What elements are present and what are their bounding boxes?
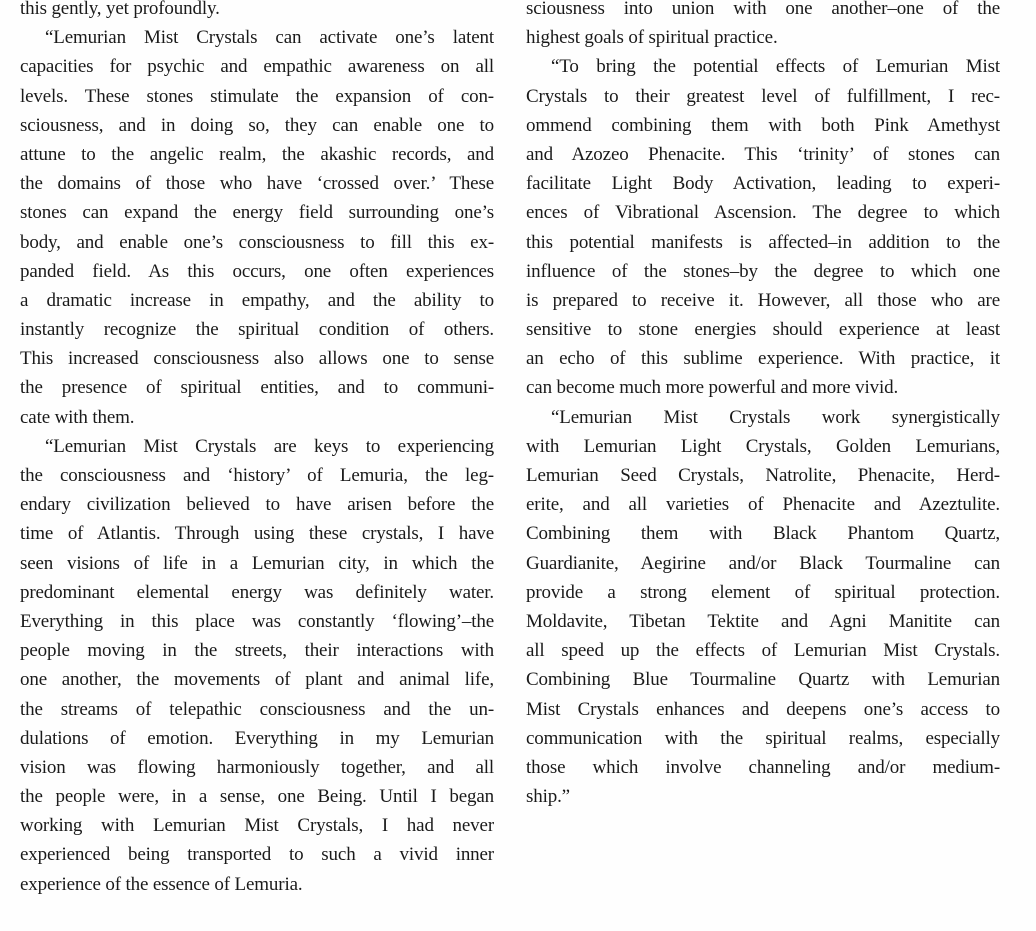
text-line: cate with them. xyxy=(20,406,135,428)
text-line: predominant elemental energy was definitely water. xyxy=(20,581,494,603)
text-line: provide a strong element of spiritual protection. xyxy=(526,581,1000,603)
text-line: is prepared to receive it. However, all those who are xyxy=(526,289,1000,311)
text-line: “Lemurian Mist Crystals are keys to experiencing xyxy=(45,435,494,457)
text-line: an echo of this sublime experience. With practice, it xyxy=(526,348,1000,370)
text-line: a dramatic increase in empathy, and the ability to xyxy=(20,289,494,311)
text-line: “To bring the potential effects of Lemurian Mist xyxy=(551,56,1000,78)
text-line: ommend combining them with both Pink Amethyst xyxy=(526,114,1000,136)
paragraph xyxy=(20,432,494,899)
text-line: with Lemurian Light Crystals, Golden Lemurians, xyxy=(526,435,1000,457)
text-column-right xyxy=(526,0,1000,811)
text-line: sciousness, and in doing so, they can enable one to xyxy=(20,114,494,136)
paragraph xyxy=(526,403,1000,812)
paragraph xyxy=(20,0,494,23)
text-line: sciousness into union with one another–one of the xyxy=(526,0,1000,19)
text-line: Lemurian Seed Crystals, Natrolite, Phenacite, Herd- xyxy=(526,465,1000,486)
text-line: attune to the angelic realm, the akashic records, and xyxy=(20,143,494,165)
text-line: stones can expand the energy field surrounding one’s xyxy=(20,202,494,224)
text-line: the people were, in a sense, one Being. Until I began xyxy=(20,786,494,808)
text-line: experienced being transported to such a vivid inner xyxy=(20,844,494,866)
text-line: Guardianite, Aegirine and/or Black Tourmaline can xyxy=(526,552,1000,574)
text-line: Moldavite, Tibetan Tektite and Agni Manitite can xyxy=(526,610,1000,632)
text-line: vision was flowing harmoniously together, and all xyxy=(20,756,494,778)
paragraph xyxy=(526,52,1000,402)
text-line: “Lemurian Mist Crystals work synergistically xyxy=(551,406,1000,428)
text-line: communication with the spiritual realms, especially xyxy=(526,727,1000,749)
text-line: this gently, yet profoundly. xyxy=(20,0,220,19)
text-line: highest goals of spiritual practice. xyxy=(526,27,778,49)
text-line: the streams of telepathic consciousness and the un- xyxy=(20,698,494,720)
text-line: Crystals to their greatest level of fulfillment, I rec- xyxy=(526,85,1000,107)
text-line: working with Lemurian Mist Crystals, I had never xyxy=(20,815,494,837)
paragraph xyxy=(526,0,1000,52)
text-line: sensitive to stone energies should experience at least xyxy=(526,319,1000,341)
text-line: levels. These stones stimulate the expansion of con- xyxy=(20,85,494,107)
text-line: dulations of emotion. Everything in my Lemurian xyxy=(20,727,494,749)
text-line: this potential manifests is affected–in addition to the xyxy=(526,231,1000,253)
text-line: Combining them with Black Phantom Quartz, xyxy=(526,523,1000,545)
text-line: the presence of spiritual entities, and to communi- xyxy=(20,377,494,399)
text-line: Combining Blue Tourmaline Quartz with Lemurian xyxy=(526,669,1000,691)
text-line: endary civilization believed to have arisen before the xyxy=(20,494,494,516)
text-line: “Lemurian Mist Crystals can activate one’s latent xyxy=(45,27,494,49)
text-line: time of Atlantis. Through using these crystals, I have xyxy=(20,523,494,545)
text-line: capacities for psychic and empathic awareness on all xyxy=(20,56,494,78)
text-line: panded field. As this occurs, one often experiences xyxy=(20,260,494,282)
text-line: experience of the essence of Lemuria. xyxy=(20,873,303,895)
text-line: all speed up the effects of Lemurian Mist Crystals. xyxy=(526,640,1000,662)
text-line: facilitate Light Body Activation, leading to experi- xyxy=(526,173,1000,195)
text-line: influence of the stones–by the degree to which one xyxy=(526,260,1000,282)
text-line: the domains of those who have ‘crossed over.’ These xyxy=(20,173,494,195)
text-line: Everything in this place was constantly ‘flowing’–the xyxy=(20,610,494,632)
text-line: ences of Vibrational Ascension. The degree to which xyxy=(526,202,1000,224)
text-line: ship.” xyxy=(526,786,570,808)
text-line: those which involve channeling and/or medium- xyxy=(526,756,1000,778)
text-line: can become much more powerful and more vivid. xyxy=(526,377,899,399)
text-line: This increased consciousness also allows one to sense xyxy=(20,348,494,370)
paragraph xyxy=(20,23,494,432)
text-line: instantly recognize the spiritual condition of others. xyxy=(20,319,494,341)
text-line: the consciousness and ‘history’ of Lemuria, the leg- xyxy=(20,465,494,486)
text-line: people moving in the streets, their interactions with xyxy=(20,640,494,662)
text-line: Mist Crystals enhances and deepens one’s access to xyxy=(526,698,1000,720)
text-column-left xyxy=(20,0,494,899)
text-line: and Azozeo Phenacite. This ‘trinity’ of stones can xyxy=(526,143,1000,165)
text-line: one another, the movements of plant and animal life, xyxy=(20,669,494,691)
text-line: seen visions of life in a Lemurian city, in which the xyxy=(20,552,494,574)
text-line: erite, and all varieties of Phenacite and Azeztulite. xyxy=(526,494,1000,516)
text-line: body, and enable one’s consciousness to fill this ex- xyxy=(20,231,494,253)
